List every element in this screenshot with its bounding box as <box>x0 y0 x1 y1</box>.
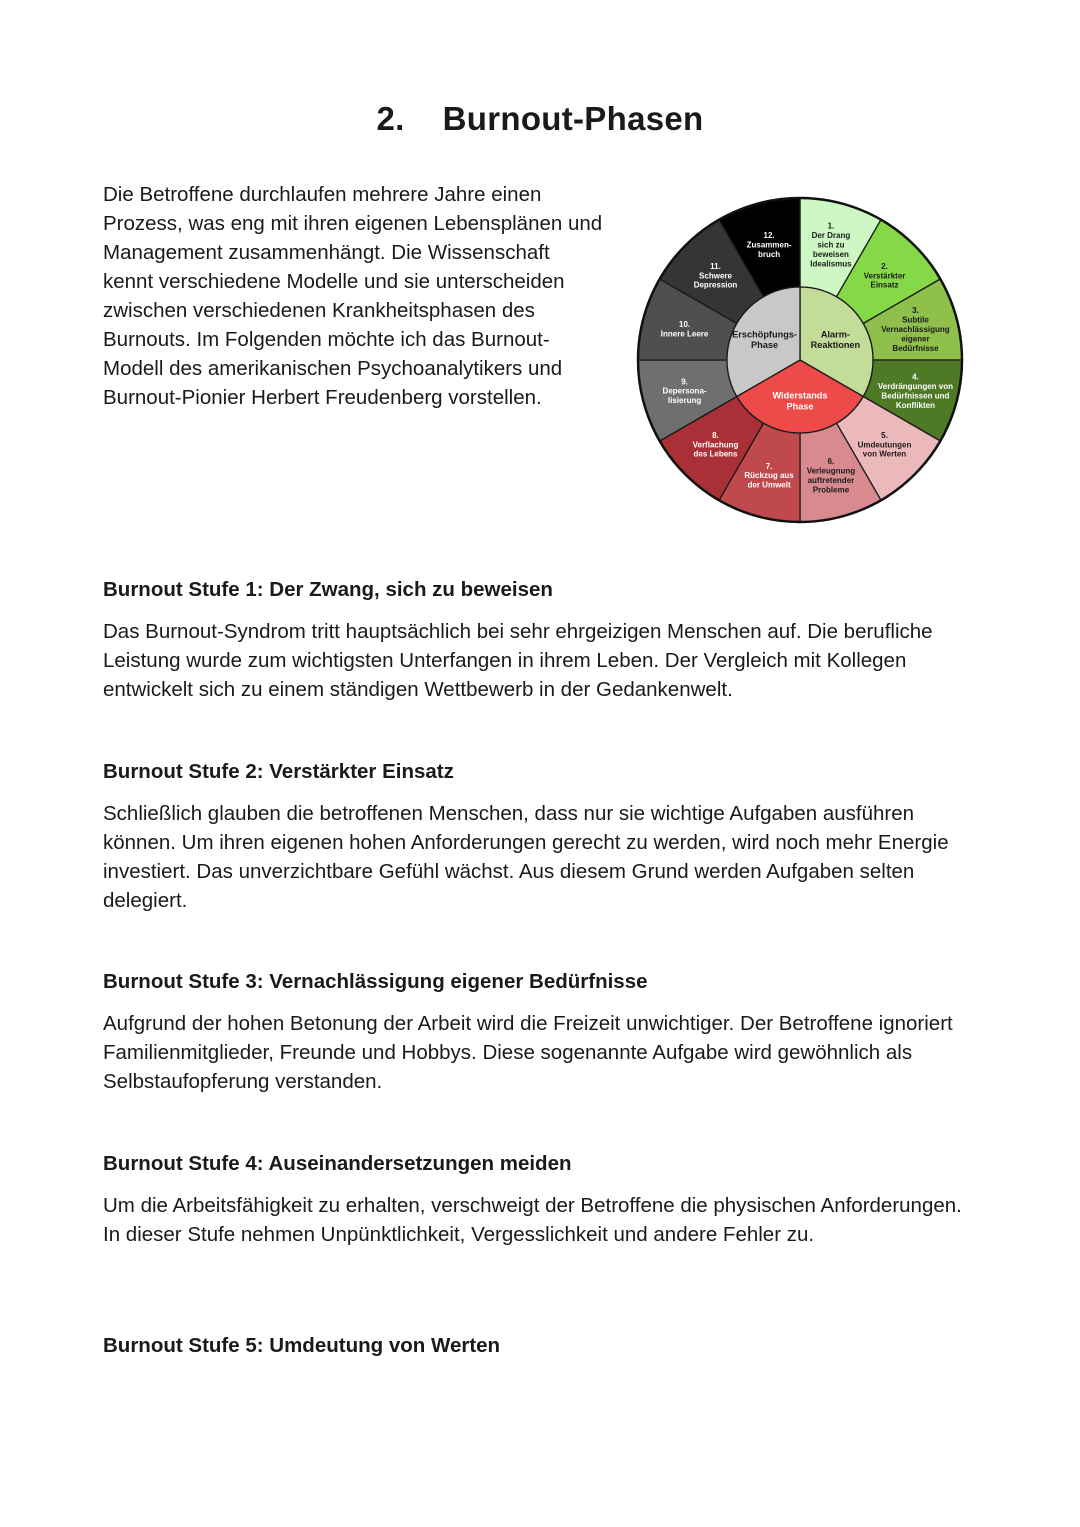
section-heading: Burnout Stufe 1: Der Zwang, sich zu beweisen <box>103 578 553 601</box>
stage-label-11: 11. Schwere Depression <box>693 261 738 290</box>
section-heading: Burnout Stufe 2: Verstärkter Einsatz <box>103 760 454 783</box>
section-heading: Burnout Stufe 3: Vernachlässigung eigener Bedürfnisse <box>103 970 648 993</box>
section-stufe-1 <box>103 578 983 704</box>
section-stufe-4 <box>103 1152 983 1249</box>
inner-phase-label-2: Widerstands Phase <box>772 390 828 412</box>
stage-label-9: 9. Depersona-lisierung <box>662 377 707 406</box>
stage-label-6: 6. Verleugnung auftretender Probleme <box>806 457 856 495</box>
intro-paragraph: Die Betroffene durchlaufen mehrere Jahre einen Prozess, was eng mit ihren eigenen Lebensplänen und Management zusammenhängt. Die Wissenschaft kennt verschiedene Modelle und sie unterscheiden zwischen verschiedenen Krankheitsphasen des Burnouts. Im Folgenden möchte ich das Burnout-Modell des amerikanischen Psychoanalytikers und Burnout-Pionier Herbert Freudenberg vorstellen. <box>103 183 603 409</box>
inner-phase-label-3: Erschöpfungs-Phase <box>732 329 798 351</box>
section-heading: Burnout Stufe 5: Umdeutung von Werten <box>103 1334 501 1357</box>
section-text: Das Burnout-Syndrom tritt hauptsächlich bei sehr ehrgeizigen Menschen auf. Die berufliche Leistung wurde zum wichtigsten Unterfangen in ihrem Leben. Der Vergleich mit Kollegen entwickelt sich zu einem ständigen Wettbewerb in der Gedankenwelt. <box>103 620 933 701</box>
stage-label-2: 2. Verstärkter Einsatz <box>863 261 906 290</box>
stage-label-5: 5. Umdeutungen von Werten <box>857 430 912 459</box>
section-heading: Burnout Stufe 4: Auseinandersetzungen meiden <box>103 1152 572 1175</box>
section-stufe-3 <box>103 970 983 1096</box>
inner-phase-label-1: Alarm-Reaktionen <box>810 329 861 351</box>
section-text: Aufgrund der hohen Betonung der Arbeit wird die Freizeit unwichtiger. Der Betroffene ignoriert Familienmitglieder, Freunde und Hobbys. Diese sogenannte Aufgabe wird gewöhnlich als Selbstaufopferung verstanden. <box>103 1012 953 1093</box>
section-stufe-5 <box>103 1334 983 1373</box>
burnout-phase-wheel <box>634 194 966 526</box>
page-title-number: 2. <box>376 100 405 137</box>
section-stufe-2 <box>103 760 983 915</box>
page-title <box>0 100 1080 138</box>
stage-label-4: 4. Verdrängungen von Bedürfnissen und Konflikten <box>877 372 953 410</box>
stage-label-8: 8. Verflachung des Lebens <box>692 430 739 459</box>
stage-label-12: 12. Zusammen-bruch <box>746 230 792 259</box>
stage-label-3: 3. Subtile Vernachlässigung eigener Bedürfnisse <box>881 305 950 353</box>
page-title-text: Burnout-Phasen <box>442 100 704 137</box>
stage-label-7: 7. Rückzug aus der Umwelt <box>744 461 794 490</box>
section-text: Schließlich glauben die betroffenen Menschen, dass nur sie wichtige Aufgaben ausführen können. Um ihren eigenen hohen Anforderungen gerecht zu werden, wird noch mehr Energie investiert. Das unverzichtbare Gefühl wächst. Aus diesem Grund werden Aufgaben selten delegiert. <box>103 802 949 912</box>
stage-label-1: 1. Der Drang sich zu beweisen Idealismus <box>810 221 852 269</box>
stage-label-10: 10. Innere Leere <box>660 320 709 339</box>
section-text: Um die Arbeitsfähigkeit zu erhalten, verschweigt der Betroffene die physischen Anforderungen. In dieser Stufe nehmen Unpünktlichkeit, Vergesslichkeit und andere Fehler zu. <box>103 1194 962 1246</box>
